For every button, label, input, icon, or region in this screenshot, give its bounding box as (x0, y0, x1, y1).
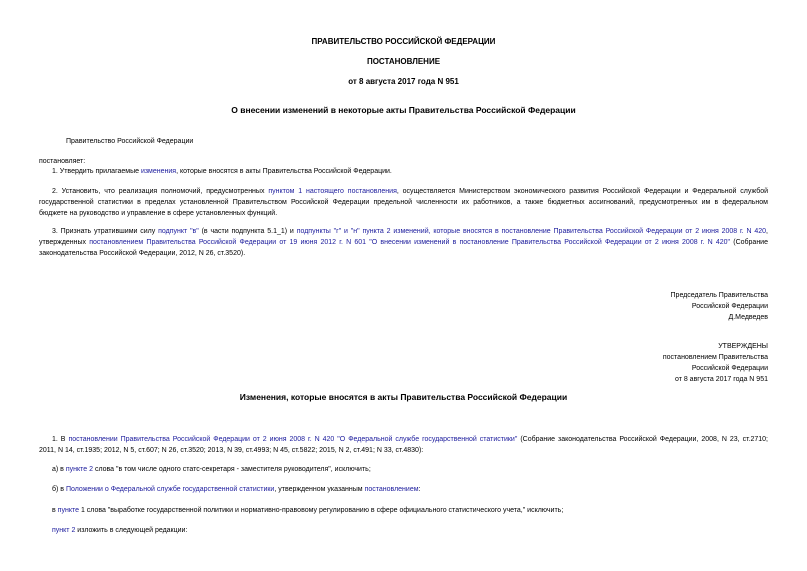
link-point-2-edit[interactable]: пункт 2 (52, 527, 76, 534)
issuer-text: Правительство Российской Федерации (66, 138, 194, 145)
signature-block: Председатель Правительства Российской Федерации Д.Медведев (670, 292, 768, 321)
link-point-1[interactable]: пунктом 1 настоящего постановления (268, 188, 397, 195)
link-regulation[interactable]: Положении о Федеральной службе государственной статистики (65, 486, 275, 493)
change-item-c: в пункте 1 слова "выработке государственной политики и нормативно-правовому регулированию в сфере официального статистического учета," исключить; (52, 507, 564, 514)
link-decree-601[interactable]: постановлением Правительства Российской Федерации от 19 июня 2012 г. N 601 "О внесении изменений в постановление Правительства Российской Федерации от 2 июня 2008 г. N 420" (89, 239, 731, 246)
link-changes[interactable]: изменения (140, 168, 177, 175)
change-1: 1. В постановлении Правительства Российской Федерации от 2 июня 2008 г. N 420 "О Федеральной службе государственной статистики" (Собрание законодательства Российской Федерации, 2008, N 23, ст.2710; 2011, N 14, ст.1935; 2012, N 5, ст.607; N 26, ст.3520; 2013, N 39, ст.4993; N 45, ст.5822; 2015, N 2, ст.491; N 33, ст.4830): (39, 436, 768, 454)
link-subpoints-g-n[interactable]: подпункты "г" и "н" пункта 2 изменений, которые вносятся в постановление Правительства Российской Федерации от 2 июня 2008 г. N 420 (296, 228, 767, 235)
change-item-d: пункт 2 изложить в следующей редакции: (52, 527, 188, 534)
document-title: О внесении изменений в некоторые акты Правительства Российской Федерации (231, 105, 576, 115)
link-decree[interactable]: постановлением (364, 486, 419, 493)
change-item-b: б) в Положении о Федеральной службе государственной статистики, утвержденном указанным постановлением: (52, 486, 421, 493)
link-subpoint-v[interactable]: подпункт "в" (158, 228, 199, 235)
decrees-text: постановляет: (39, 158, 86, 165)
paragraph-1: 1. Утвердить прилагаемые изменения, которые вносятся в акты Правительства Российской Федерации. (52, 168, 392, 175)
approved-block: УТВЕРЖДЕНЫ постановлением Правительства Российской Федерации от 8 августа 2017 года N 951 (662, 343, 768, 383)
link-point[interactable]: пункте (57, 507, 79, 514)
doc-type-heading: ПОСТАНОВЛЕНИЕ (366, 57, 441, 66)
link-point-2[interactable]: пункте 2 (65, 466, 93, 473)
changes-title: Изменения, которые вносятся в акты Правительства Российской Федерации (239, 392, 568, 402)
org-heading: ПРАВИТЕЛЬСТВО РОССИЙСКОЙ ФЕДЕРАЦИИ (311, 37, 496, 46)
change-item-a: а) в пункте 2 слова "в том числе одного статс-секретаря - заместителя руководителя", исключить; (52, 466, 371, 473)
paragraph-2: 2. Установить, что реализация полномочий, предусмотренных пунктом 1 настоящего постановления, осуществляется Министерством экономического развития Российской Федерации и Федеральной службой государственной статистики в пределах установленной Правительством Российской Федерации предельной численности их работников, а также бюджетных ассигнований, предусмотренных им в федеральном бюджете на руководство и управление в сфере установленных функций. (39, 188, 769, 217)
date-number: от 8 августа 2017 года N 951 (348, 77, 459, 86)
paragraph-3: 3. Признать утратившими силу подпункт "в" (в части подпункта 5.1_1) и подпункты "г" и "н" пункта 2 изменений, которые вносятся в постановление Правительства Российской Федерации от 2 июня 2008 г. N 420, утвержденных постановлением Правительства Российской Федерации от 19 июня 2012 г. N 601 "О внесении изменений в постановление Правительства Российской Федерации от 2 июня 2008 г. N 420" (Собрание законодательства Российской Федерации, 2012, N 26, ст.3520). (39, 228, 768, 257)
link-decree-420[interactable]: постановлении Правительства Российской Федерации от 2 июня 2008 г. N 420 "О Федеральной службе государственной статистики" (68, 436, 518, 443)
